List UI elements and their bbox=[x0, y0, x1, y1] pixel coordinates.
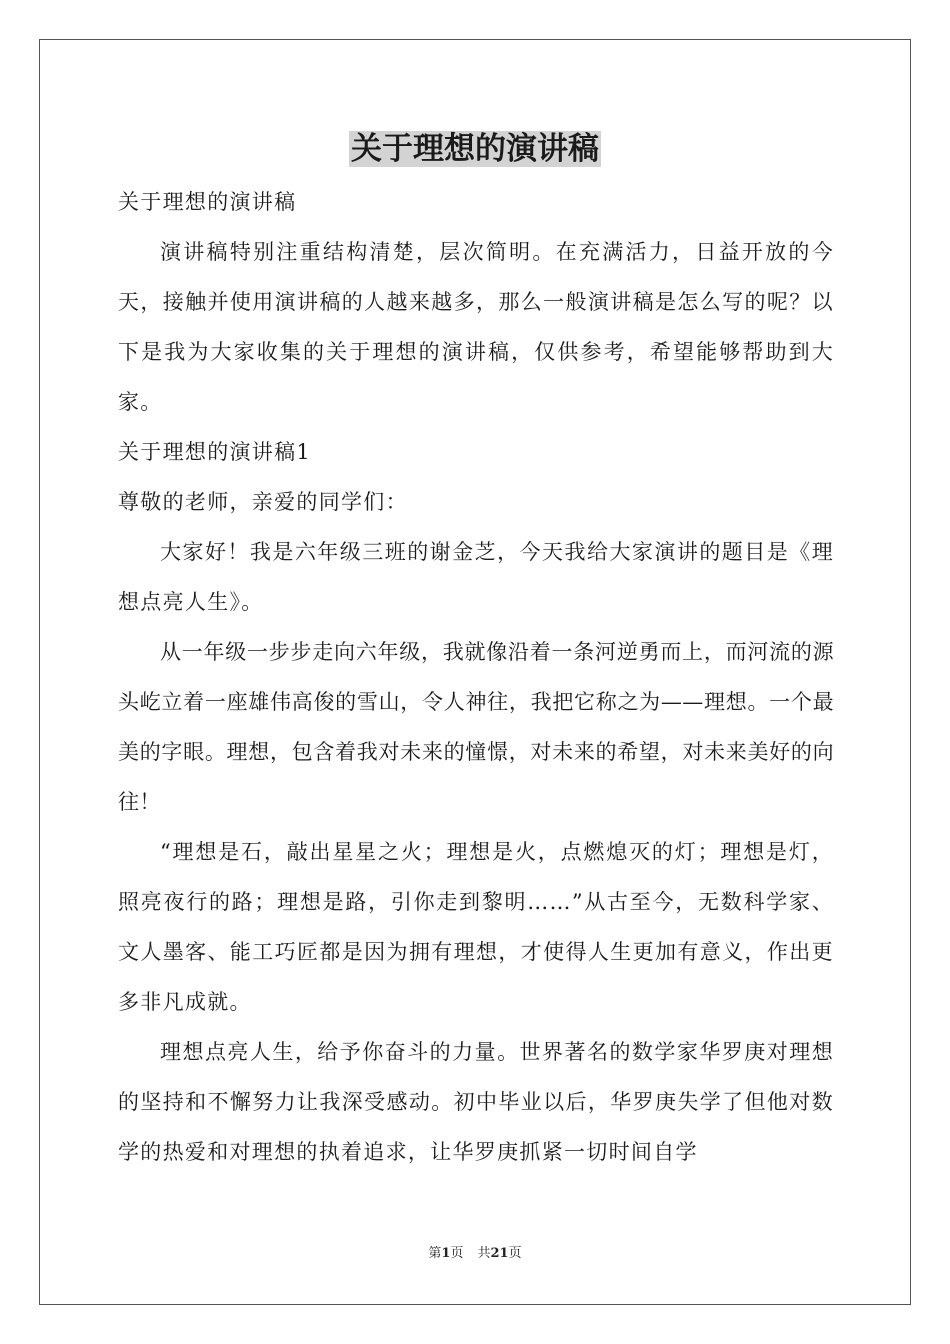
total-suffix: 页 bbox=[508, 1246, 522, 1261]
body-paragraph: 大家好！我是六年级三班的谢金芝，今天我给大家演讲的题目是《理想点亮人生》。 bbox=[118, 540, 834, 614]
page-prefix: 第 bbox=[428, 1246, 442, 1261]
page-number-total: 21 bbox=[490, 1246, 509, 1261]
subtitle-paragraph: 关于理想的演讲稿 bbox=[118, 190, 297, 214]
page-suffix: 页 bbox=[450, 1246, 464, 1261]
total-prefix: 共 bbox=[477, 1246, 491, 1261]
salutation-paragraph: 尊敬的老师，亲爱的同学们： bbox=[118, 490, 408, 514]
page-footer bbox=[0, 1245, 950, 1263]
document-title bbox=[0, 128, 950, 170]
page-number-current: 1 bbox=[441, 1246, 451, 1261]
body-paragraph: 从一年级一步步走向六年级，我就像沿着一条河逆勇而上，而河流的源头屹立着一座雄伟高俊的雪山，令人神往，我把它称之为——理想。一个最美的字眼。理想，包含着我对未来的憧憬，对未来的希望，对未来美好的向往！ bbox=[118, 640, 834, 814]
document-title-text: 关于理想的演讲稿 bbox=[351, 131, 599, 167]
body-paragraph: “理想是石，敲出星星之火；理想是火，点燃熄灭的灯；理想是灯，照亮夜行的路；理想是路，引你走到黎明……”从古至今，无数科学家、文人墨客、能工巧匠都是因为拥有理想，才使得人生更加有意义，作出更多非凡成就。 bbox=[118, 840, 834, 1014]
document-body bbox=[118, 177, 834, 1177]
body-paragraph: 理想点亮人生，给予你奋斗的力量。世界著名的数学家华罗庚对理想的坚持和不懈努力让我深受感动。初中毕业以后，华罗庚失学了但他对数学的热爱和对理想的执着追求，让华罗庚抓紧一切时间自学 bbox=[118, 1040, 834, 1164]
intro-paragraph: 演讲稿特别注重结构清楚，层次简明。在充满活力，日益开放的今天，接触并使用演讲稿的人越来越多，那么一般演讲稿是怎么写的呢？以下是我为大家收集的关于理想的演讲稿，仅供参考，希望能够帮助到大家。 bbox=[118, 240, 834, 414]
section-heading: 关于理想的演讲稿1 bbox=[118, 440, 312, 464]
